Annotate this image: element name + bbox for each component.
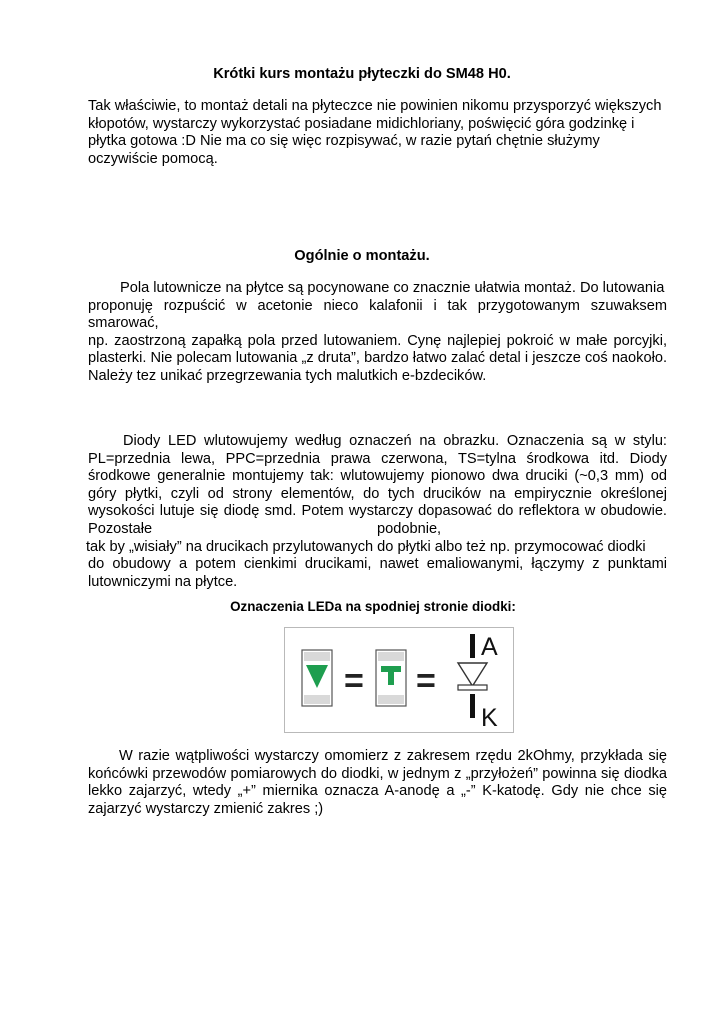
text-line: środkowe generalnie montujemy tak: wlutowujemy pionowo dwa druciki (~0,3 mm) od — [88, 468, 667, 485]
text-line: wysokości lutuje się diodę smd. Potem wystarczy dopasować do reflektora w obudowie. — [88, 503, 667, 520]
text-line: lekko zajarzyć, wtedy „+” miernika oznacza A-anodę a „-” K-katodę. Gdy nie chce się — [88, 783, 667, 800]
text-line: tak by „wisiały” na drucikach przylutowanych do płytki albo też np. przymocować diodki — [86, 538, 646, 555]
text-line: Pola lutownicze na płytce są pocynowane co znacznie ułatwia montaż. Do lutowania — [120, 280, 665, 296]
text-fragment: Pozostałe — [88, 520, 153, 537]
led-package-triangle — [302, 650, 332, 706]
text-line: W razie wątpliwości wystarczy omomierz z zakresem rzędu 2kOhmy, przykłada się — [119, 748, 667, 764]
text-line: kłopotów, wystarczy wykorzystać posiadane midichloriany, poświęcić góra godzinkę i — [88, 115, 635, 132]
testing-paragraph — [88, 748, 667, 818]
led-paragraph — [88, 433, 667, 591]
led-marking-diagram — [285, 628, 513, 732]
text-line: zajarzyć wystarczy zmienić zakres ;) — [88, 800, 324, 817]
led-package-t-marking — [376, 650, 406, 706]
intro-paragraph — [88, 98, 668, 168]
text-line: np. zaostrzoną zapałką pola przed lutowaniem. Cynę najlepiej pokroić w małe porcyjki, — [88, 332, 667, 349]
text-fragment: podobnie, — [377, 520, 442, 537]
text-line: smarować, — [88, 315, 159, 332]
equals-sign: = — [344, 662, 364, 700]
figure-caption: Oznaczenia LEDa na spodniej stronie diodki: — [230, 599, 516, 614]
text-line: lutowniczymi na płytce. — [88, 573, 238, 590]
text-line: plasterki. Nie polecam lutowania „z druta”, bardzo łatwo zalać detal i jeszcze coś naokoło. — [88, 350, 667, 367]
text-line: Tak właściwie, to montaż detali na płyteczce nie powinien nikomu przysporzyć większych — [88, 98, 662, 114]
text-line: Diody LED wlutowujemy według oznaczeń na obrazku. Oznaczenia są w stylu: — [123, 433, 667, 449]
section-title: Ogólnie o montażu. — [294, 248, 430, 264]
text-line: końcówki przewodów pomiarowych do diodki, w jednym z „przyłożeń” powinna się diodka — [88, 765, 667, 782]
mounting-paragraph — [88, 280, 667, 386]
text-line: proponuję rozpuścić w acetonie nieco kalafonii i tak przygotowanym szuwaksem — [88, 297, 667, 314]
text-line: Należy tez unikać przegrzewania tych malutkich e-bzdecików. — [88, 367, 487, 384]
text-line — [88, 521, 667, 539]
cathode-label: K — [481, 704, 498, 732]
led-marking-figure — [284, 627, 514, 733]
document-title: Krótki kurs montażu płyteczki do SM48 H0. — [213, 66, 511, 82]
anode-label: A — [481, 633, 498, 661]
text-line: PL=przednia lewa, PPC=przednia prawa czerwona, TS=tylna środkowa itd. Diody — [88, 450, 667, 467]
text-line: góry płytki, czyli od strony elementów, do tych drucików na empirycznie określonej — [88, 485, 667, 502]
equals-sign: = — [416, 662, 436, 700]
text-line: oczywiście pomocą. — [88, 150, 218, 167]
text-line: płytka gotowa :D Nie ma co się więc rozpisywać, w razie pytań chętnie służymy — [88, 133, 600, 150]
text-line: do obudowy a potem cienkimi drucikami, nawet emaliowanymi, łączymy z punktami — [88, 556, 667, 573]
